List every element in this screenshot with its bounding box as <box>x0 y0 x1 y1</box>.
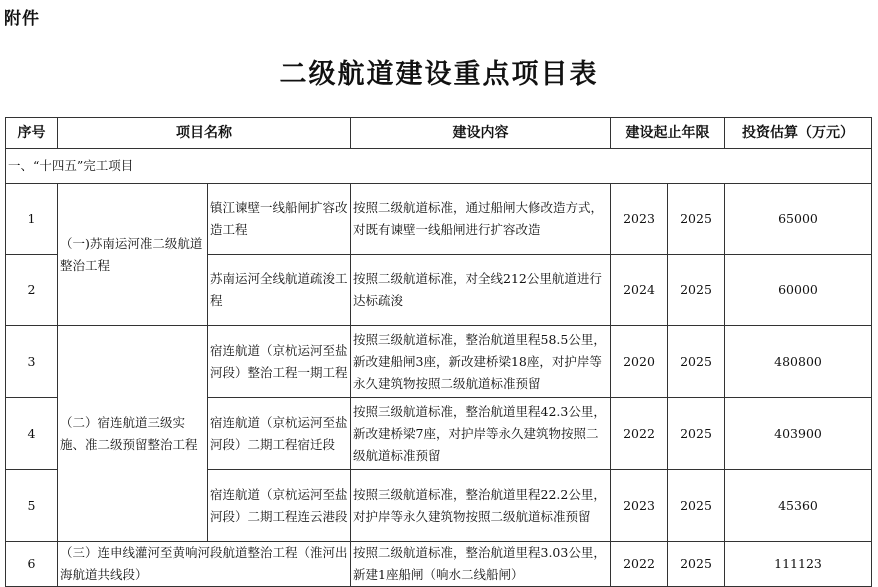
header-years: 建设起止年限 <box>611 118 725 149</box>
row-start-year: 2023 <box>611 470 668 542</box>
page-title: 二级航道建设重点项目表 <box>279 59 599 90</box>
project-table <box>5 117 872 587</box>
section-label: 一、“十四五”完工项目 <box>6 149 872 184</box>
subproject-name: 宿连航道（京杭运河至盐河段）二期工程连云港段 <box>208 470 351 542</box>
header-seq: 序号 <box>6 118 58 149</box>
row-end-year: 2025 <box>668 184 725 255</box>
row-end-year: 2025 <box>668 470 725 542</box>
row-content: 按照三级航道标准，整治航道里程58.5公里，新改建船闸3座，新改建桥梁18座，对护岸等永久建筑物按照二级航道标准预留 <box>351 326 611 398</box>
row-start-year: 2022 <box>611 542 668 587</box>
header-investment: 投资估算（万元） <box>725 118 872 149</box>
row-content: 按照三级航道标准，整治航道里程42.3公里，新改建桥梁7座，对护岸等永久建筑物按照二级航道标准预留 <box>351 398 611 470</box>
header-row <box>6 118 872 149</box>
row-content: 按照二级航道标准，整治航道里程3.03公里，新建1座船闸（响水二线船闸） <box>351 542 611 587</box>
subproject-name: 镇江谏壁一线船闸扩容改造工程 <box>208 184 351 255</box>
row-content: 按照二级航道标准，通过船闸大修改造方式，对既有谏壁一线船闸进行扩容改造 <box>351 184 611 255</box>
header-content: 建设内容 <box>351 118 611 149</box>
row-investment: 45360 <box>725 470 872 542</box>
group-name: （一)苏南运河准二级航道整治工程 <box>58 184 208 326</box>
row-investment: 403900 <box>725 398 872 470</box>
group-name: （三）连申线灌河至黄响河段航道整治工程（淮河出海航道共线段） <box>58 542 351 587</box>
row-investment: 65000 <box>725 184 872 255</box>
table-row <box>6 184 872 255</box>
table-row <box>6 326 872 398</box>
row-investment: 480800 <box>725 326 872 398</box>
subproject-name: 宿连航道（京杭运河至盐河段）整治工程一期工程 <box>208 326 351 398</box>
group-name: （二）宿连航道三级实施、准二级预留整治工程 <box>58 326 208 542</box>
subproject-name: 苏南运河全线航道疏浚工程 <box>208 255 351 326</box>
row-start-year: 2020 <box>611 326 668 398</box>
subproject-name: 宿连航道（京杭运河至盐河段）二期工程宿迁段 <box>208 398 351 470</box>
table-row <box>6 542 872 587</box>
row-start-year: 2024 <box>611 255 668 326</box>
row-end-year: 2025 <box>668 326 725 398</box>
row-content: 按照三级航道标准，整治航道里程22.2公里，对护岸等永久建筑物按照二级航道标准预留 <box>351 470 611 542</box>
row-investment: 111123 <box>725 542 872 587</box>
row-investment: 60000 <box>725 255 872 326</box>
row-content: 按照二级航道标准，对全线212公里航道进行达标疏浚 <box>351 255 611 326</box>
section-row <box>6 149 872 184</box>
attachment-label: 附件 <box>4 9 40 29</box>
row-end-year: 2025 <box>668 255 725 326</box>
row-start-year: 2022 <box>611 398 668 470</box>
row-seq: 2 <box>6 255 58 326</box>
row-seq: 5 <box>6 470 58 542</box>
row-seq: 1 <box>6 184 58 255</box>
row-start-year: 2023 <box>611 184 668 255</box>
row-seq: 4 <box>6 398 58 470</box>
row-end-year: 2025 <box>668 542 725 587</box>
header-name: 项目名称 <box>58 118 351 149</box>
row-end-year: 2025 <box>668 398 725 470</box>
row-seq: 6 <box>6 542 58 587</box>
row-seq: 3 <box>6 326 58 398</box>
